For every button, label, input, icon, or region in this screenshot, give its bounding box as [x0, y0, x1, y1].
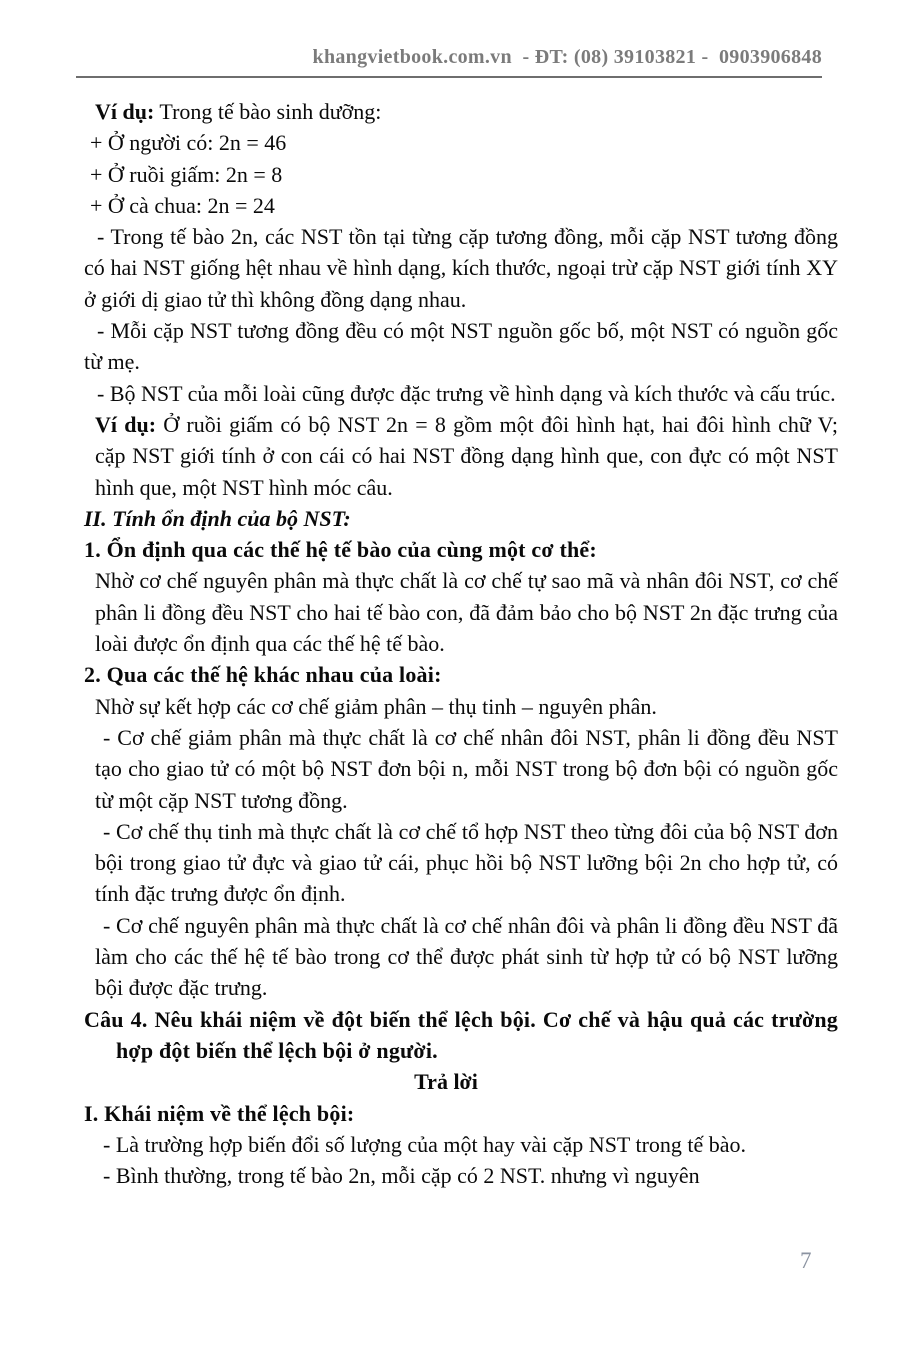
answer-label: Trả lời	[414, 1069, 478, 1095]
example-2-paragraph	[84, 409, 838, 503]
item-2-bullet-mitosis: - Cơ chế nguyên phân mà thực chất là cơ chế nhân đôi và phân li đồng đều NST đã làm cho các thế hệ tế bào trong cơ thể được phát sinh từ hợp tử có bộ NST lưỡng bội được đặc trưng.	[95, 912, 838, 1001]
site-header-text: khangvietbook.com.vn - ĐT: (08) 39103821 - 0903906848	[312, 46, 822, 68]
example-1-paragraph	[84, 96, 838, 127]
header-divider	[76, 76, 822, 78]
document-body	[84, 96, 838, 1191]
item-2-bullet-fertilization: - Cơ chế thụ tinh mà thực chất là cơ chế tổ hợp NST theo từng đôi của bộ NST đơn bội trong giao tử đực và giao tử cái, phục hồi bộ NST lưỡng bội 2n cho hợp tử, có tính đặc trưng được ổn định.	[95, 818, 838, 907]
bullet-homologous-pairs: - Trong tế bào 2n, các NST tồn tại từng cặp tương đồng, mỗi cặp NST tương đồng có hai NST giống hệt nhau về hình dạng, kích thước, ngoại trừ cặp NST giới tính XY ở giới dị giao tử thì không đồng dạng nhau.	[84, 224, 838, 312]
item-2-intro: Nhờ sự kết hợp các cơ chế giảm phân – thụ tinh – nguyên phân.	[95, 693, 657, 719]
bullet-species-characteristic: - Bộ NST của mỗi loài cũng được đặc trưng về hình dạng và kích thước và cấu trúc.	[97, 380, 836, 406]
example-1-text: Trong tế bào sinh dưỡng:	[154, 99, 382, 124]
section-heading-ii: II. Tính ổn định của bộ NST:	[84, 505, 351, 531]
example-2-text: Ở ruồi giấm có bộ NST 2n = 8 gồm một đôi hình hạt, hai đôi hình chữ V; cặp NST giới tính ở con cái có hai NST đồng dạng hình que, con đực có một NST hình que, một NST hình móc câu.	[95, 411, 838, 500]
section-heading-i: I. Khái niệm về thể lệch bội:	[84, 1100, 355, 1126]
example-2-label: Ví dụ:	[95, 411, 157, 437]
plus-item-fruitfly: + Ở ruồi giấm: 2n = 8	[90, 161, 283, 187]
example-1-label: Ví dụ:	[95, 99, 155, 124]
answer-bullet-definition: - Là trường hợp biến đổi số lượng của một hay vài cặp NST trong tế bào.	[103, 1131, 747, 1157]
plus-item-tomato: + Ở cà chua: 2n = 24	[90, 192, 275, 218]
item-1-body: Nhờ cơ chế nguyên phân mà thực chất là cơ chế tự sao mã và nhân đôi NST, cơ chế phân li đồng đều NST cho hai tế bào con, đã đảm bảo cho bộ NST 2n đặc trưng của loài được ổn định qua các thế hệ tế bào.	[95, 568, 838, 657]
item-2-bullet-meiosis: - Cơ chế giảm phân mà thực chất là cơ chế nhân đôi NST, phân li đồng đều NST tạo cho giao tử có một bộ NST đơn bội n, mỗi NST trong bộ đơn bội có nguồn gốc từ một cặp NST tương đồng.	[95, 724, 838, 813]
page-number: 7	[800, 1248, 812, 1273]
plus-item-human: + Ở người có: 2n = 46	[90, 130, 287, 156]
numbered-heading-1: 1. Ổn định qua các thế hệ tế bào của cùng một cơ thể:	[84, 537, 597, 563]
bullet-father-mother-origin: - Mỗi cặp NST tương đồng đều có một NST nguồn gốc bố, một NST có nguồn gốc từ mẹ.	[84, 318, 838, 375]
answer-bullet-normal-cell: - Bình thường, trong tế bào 2n, mỗi cặp có 2 NST. nhưng vì nguyên	[103, 1163, 700, 1189]
question-4-heading: Câu 4. Nêu khái niệm về đột biến thể lệch bội. Cơ chế và hậu quả các trường hợp đột biến thể lệch bội ở người.	[84, 1006, 838, 1063]
numbered-heading-2: 2. Qua các thế hệ khác nhau của loài:	[84, 662, 442, 688]
